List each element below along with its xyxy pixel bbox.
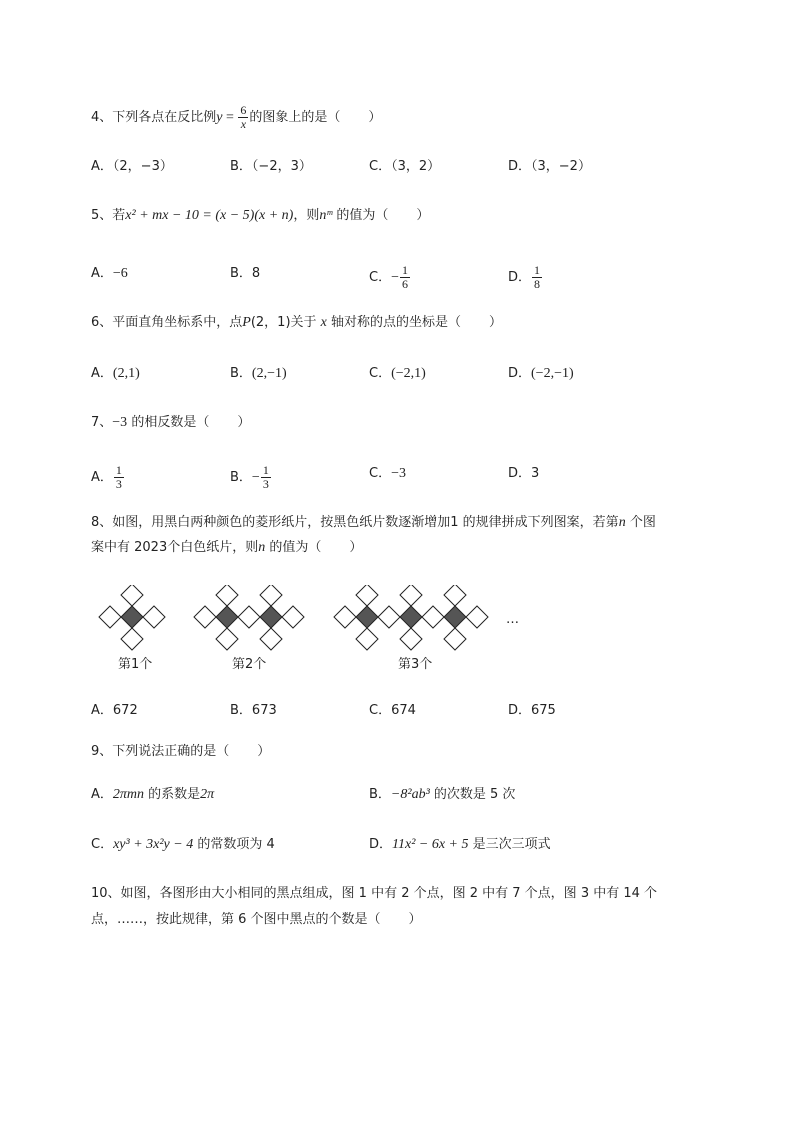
- option-math: 2π: [200, 787, 215, 802]
- option-fraction: [114, 464, 124, 491]
- q6-prefix: 6、平面直角坐标系中，点: [91, 315, 243, 330]
- q8-pattern-figure: [90, 585, 610, 680]
- q5-expr: nᵐ: [319, 208, 333, 223]
- dark-rhombus-tile: [444, 606, 466, 628]
- q5-prefix: 5、若: [91, 208, 126, 223]
- option-letter: A．: [91, 266, 113, 281]
- option-fraction: [400, 264, 410, 291]
- option-text: (−2,1): [391, 366, 426, 381]
- white-rhombus-tile: [194, 606, 216, 628]
- option-text: 是三次三项式: [468, 837, 551, 852]
- option-text: 8: [251, 266, 261, 281]
- q9-close: ）: [257, 744, 271, 759]
- option-text: 3: [531, 466, 540, 481]
- option-sign: −: [251, 470, 260, 485]
- option-text: 673: [251, 703, 277, 718]
- q4-frac-num: 6: [240, 103, 247, 117]
- question-8-stem-line-1: [91, 513, 656, 533]
- frac-num: 1: [401, 263, 408, 277]
- option-text: (2,1): [112, 366, 140, 381]
- q8-option-d[interactable]: [508, 701, 556, 721]
- q6-close: ）: [489, 315, 503, 330]
- option-letter: C．: [369, 159, 392, 174]
- white-rhombus-tile: [216, 585, 238, 606]
- white-rhombus-tile: [356, 628, 378, 650]
- q7-prefix: 7、: [91, 415, 113, 430]
- white-rhombus-tile: [238, 606, 260, 628]
- q4-option-d[interactable]: [508, 157, 591, 177]
- q10-close: ）: [408, 912, 422, 927]
- option-letter: D．: [369, 837, 393, 852]
- option-text: 675: [531, 703, 556, 718]
- q7-option-b[interactable]: [230, 464, 272, 491]
- white-rhombus-tile: [378, 606, 400, 628]
- frac-den: 8: [534, 277, 541, 291]
- figure-label-3: 第3个: [398, 657, 433, 672]
- q8-text: 8、如图，用黑白两种颜色的菱形纸片，按黑色纸片数逐渐增加1 的规律拼成下列图案，若第: [91, 515, 619, 530]
- option-letter: A．: [91, 159, 113, 174]
- q5-option-a[interactable]: [91, 264, 128, 284]
- option-letter: D．: [508, 466, 532, 481]
- dark-rhombus-tile: [400, 606, 422, 628]
- q4-option-b[interactable]: [230, 157, 312, 177]
- q8-option-b[interactable]: [230, 701, 277, 721]
- q5-option-c[interactable]: [369, 264, 411, 291]
- frac-den: 3: [262, 477, 269, 491]
- q8-var-n: n: [258, 540, 266, 555]
- white-rhombus-tile: [121, 585, 143, 606]
- frac-num: 1: [534, 263, 541, 277]
- white-rhombus-tile: [260, 628, 282, 650]
- q7-option-a[interactable]: [91, 464, 125, 491]
- q6-point: P: [242, 315, 251, 330]
- q10-text: 点，……，按此规律，第 6 个图中黑点的个数是（: [91, 912, 381, 927]
- option-text: 672: [112, 703, 138, 718]
- q4-option-a[interactable]: [91, 157, 173, 177]
- option-letter: C．: [369, 466, 392, 481]
- q5-option-b[interactable]: [230, 264, 260, 284]
- q6-option-d[interactable]: [508, 364, 574, 384]
- option-text: 的次数是 5 次: [429, 787, 516, 802]
- white-rhombus-tile: [216, 628, 238, 650]
- q7-number: −3: [112, 415, 128, 430]
- white-rhombus-tile: [356, 585, 378, 606]
- q6-option-b[interactable]: [230, 364, 287, 384]
- option-letter: A．: [91, 366, 113, 381]
- white-rhombus-tile: [444, 628, 466, 650]
- option-letter: B．: [369, 787, 391, 802]
- question-8-stem-line-2: [91, 538, 362, 558]
- q6-option-a[interactable]: [91, 364, 140, 384]
- question-7-stem: [91, 413, 250, 433]
- q4-eq-sign: =: [222, 110, 238, 125]
- option-fraction: [261, 464, 271, 491]
- white-rhombus-tile: [260, 585, 282, 606]
- q9-option-a[interactable]: [91, 785, 214, 805]
- q4-fraction: [238, 104, 248, 131]
- option-math: 11x² − 6x + 5: [392, 837, 469, 852]
- option-letter: D．: [508, 159, 532, 174]
- q6-suffix: 轴对称的点的坐标是（: [326, 315, 462, 330]
- white-rhombus-tile: [121, 628, 143, 650]
- dark-rhombus-tile: [260, 606, 282, 628]
- q8-option-a[interactable]: [91, 701, 138, 721]
- figure-label-1: 第1个: [118, 657, 153, 672]
- option-letter: D．: [508, 703, 532, 718]
- rhombus-tiles: [99, 585, 488, 650]
- white-rhombus-tile: [466, 606, 488, 628]
- option-letter: A．: [91, 703, 113, 718]
- white-rhombus-tile: [400, 628, 422, 650]
- q7-close: ）: [237, 415, 251, 430]
- q5-option-d[interactable]: [508, 264, 543, 291]
- option-letter: A．: [91, 787, 113, 802]
- question-6-stem: [91, 313, 502, 333]
- option-text: （2，−3）: [112, 159, 173, 174]
- q9-option-b[interactable]: [369, 785, 515, 805]
- option-text: (−2,−1): [531, 366, 574, 381]
- q4-option-c[interactable]: [369, 157, 440, 177]
- dark-rhombus-tile: [121, 606, 143, 628]
- white-rhombus-tile: [282, 606, 304, 628]
- q8-close: ）: [349, 540, 363, 555]
- frac-den: 6: [401, 277, 408, 291]
- option-letter: B．: [230, 366, 252, 381]
- option-letter: C．: [91, 837, 114, 852]
- option-letter: B．: [230, 703, 252, 718]
- q5-close: ）: [416, 208, 430, 223]
- q5-equation: x² + mx − 10 = (x − 5)(x + n): [125, 208, 294, 223]
- option-letter: C．: [369, 703, 392, 718]
- q6-axis: x: [320, 315, 327, 330]
- q7-option-d[interactable]: [508, 464, 539, 484]
- option-fraction: [532, 264, 542, 291]
- option-text: （3，2）: [391, 159, 441, 174]
- question-10-stem-line-1: [91, 884, 657, 904]
- frac-den: 3: [115, 477, 122, 491]
- option-letter: B．: [230, 470, 252, 485]
- q8-text: 案中有 2023个白色纸片，则: [91, 540, 259, 555]
- q4-close: ）: [368, 110, 382, 125]
- q8-var-n: n: [618, 515, 626, 530]
- option-text: 674: [391, 703, 416, 718]
- frac-num: 1: [115, 463, 122, 477]
- option-sign: −: [391, 270, 399, 285]
- question-4-stem: [91, 104, 381, 131]
- figure-label-2: 第2个: [232, 657, 267, 672]
- q6-mid: 关于: [290, 315, 321, 330]
- option-text: (2,−1): [251, 366, 287, 381]
- q5-mid: ，则: [293, 208, 320, 223]
- option-text: （−2，3）: [251, 159, 312, 174]
- option-letter: B．: [230, 159, 252, 174]
- q8-text: 个图: [625, 515, 656, 530]
- q4-eq-var: y: [216, 110, 223, 125]
- white-rhombus-tile: [143, 606, 165, 628]
- q4-frac-den: x: [240, 117, 247, 131]
- option-math: −8²ab³: [390, 787, 430, 802]
- option-text: （3，−2）: [531, 159, 591, 174]
- option-math: 2πmn: [112, 787, 145, 802]
- white-rhombus-tile: [334, 606, 356, 628]
- q7-suffix: 的相反数是（: [127, 415, 210, 430]
- option-letter: C．: [369, 366, 392, 381]
- frac-num: 1: [262, 463, 269, 477]
- white-rhombus-tile: [422, 606, 444, 628]
- option-text: 的常数项为 4: [193, 837, 275, 852]
- q8-option-c[interactable]: [369, 701, 416, 721]
- white-rhombus-tile: [99, 606, 121, 628]
- white-rhombus-tile: [444, 585, 466, 606]
- q9-option-d[interactable]: [369, 835, 551, 855]
- question-5-stem: [91, 206, 429, 226]
- ellipsis: …: [506, 612, 519, 627]
- question-10-stem-line-2: [91, 910, 422, 930]
- option-letter: B．: [230, 266, 252, 281]
- q6-coords: (2，1): [250, 315, 291, 330]
- option-text: 的系数是: [144, 787, 201, 802]
- q4-suffix: 的图象上的是（: [249, 110, 341, 125]
- option-letter: C．: [369, 270, 392, 285]
- q7-option-c[interactable]: [369, 464, 406, 484]
- option-letter: A．: [91, 470, 113, 485]
- q5-suffix: 的值为（: [332, 208, 389, 223]
- option-letter: D．: [508, 270, 532, 285]
- question-9-stem: [91, 742, 270, 762]
- option-math: xy³ + 3x²y − 4: [113, 837, 194, 852]
- q9-text: 9、下列说法正确的是（: [91, 744, 230, 759]
- q6-option-c[interactable]: [369, 364, 426, 384]
- white-rhombus-tile: [400, 585, 422, 606]
- option-text: −3: [391, 466, 406, 481]
- option-text: −6: [112, 266, 128, 281]
- option-letter: D．: [508, 366, 532, 381]
- q4-prefix: 4、下列各点在反比例: [91, 110, 217, 125]
- q9-option-c[interactable]: [91, 835, 275, 855]
- dark-rhombus-tile: [216, 606, 238, 628]
- dark-rhombus-tile: [356, 606, 378, 628]
- q8-text: 的值为（: [265, 540, 322, 555]
- q10-text: 10、如图，各图形由大小相同的黑点组成，图 1 中有 2 个点，图 2 中有 7 个点，图 3 中有 14 个: [91, 886, 658, 901]
